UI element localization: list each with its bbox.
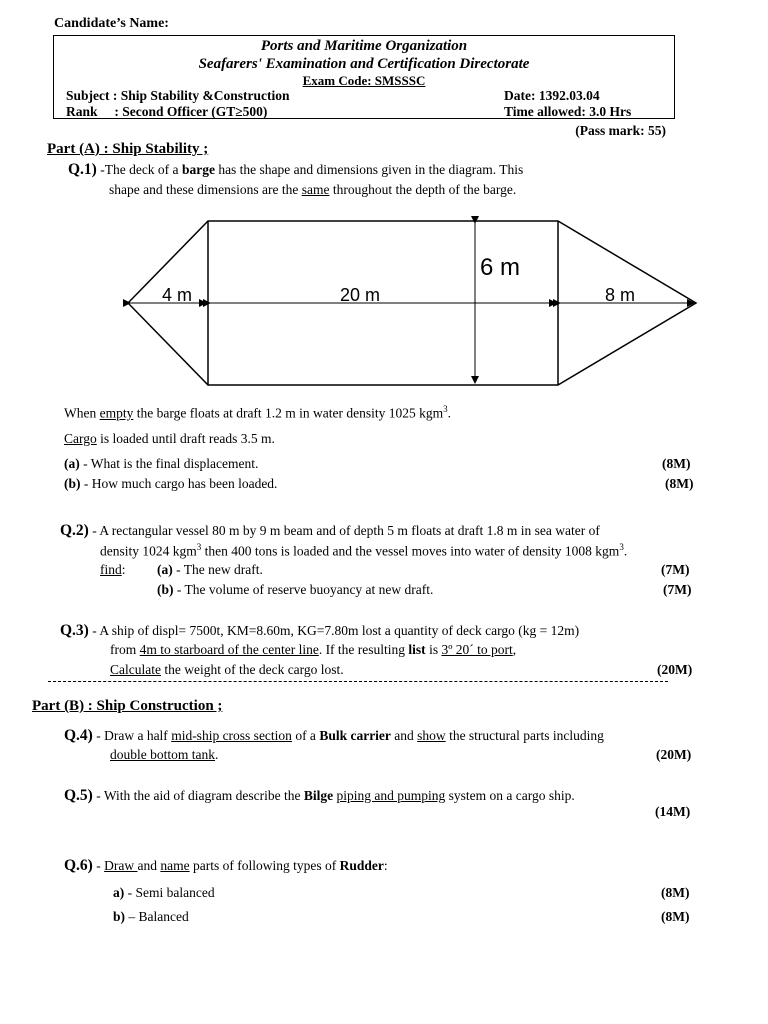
q2-number: Q.2) — [60, 522, 89, 539]
q1-text-b: has the shape and dimensions given in the diagram. This — [214, 162, 524, 177]
candidate-name-label: Candidate’s Name: — [54, 16, 169, 31]
part-b-title-text: Part (B) : Ship Construction ; — [32, 698, 223, 714]
dim-label-20m: 20 m — [339, 285, 381, 305]
q6-and: and — [137, 858, 161, 873]
q4-number: Q.4) — [64, 727, 93, 744]
pass-mark: (Pass mark: 55) — [575, 123, 666, 138]
q1-sup: 3 — [443, 404, 448, 414]
q1-barge: barge — [181, 162, 215, 177]
organization-title: Ports and Maritime Organization — [260, 38, 468, 54]
q1-cargo-text — [64, 431, 275, 447]
q2-sup-2: 3 — [619, 542, 624, 552]
q2-part-b — [157, 582, 433, 598]
dim-label-6m: 6 m — [479, 254, 521, 281]
q1-number: Q.1) — [68, 161, 97, 178]
q1-part-b — [64, 476, 277, 492]
q6-a-label: a) — [113, 885, 125, 900]
q6-line-1 — [64, 857, 388, 875]
q1-part-a — [64, 456, 258, 472]
q6-b-label: b) — [113, 909, 126, 924]
q2-a-text: - The new draft. — [172, 562, 263, 577]
q2-b-label: (b) — [157, 582, 174, 597]
part-a-title-text: Part (A) : Ship Stability ; — [47, 141, 209, 157]
q1-when: When — [64, 405, 100, 421]
part-b-title — [32, 698, 222, 715]
q1-a-mark: (8M) — [662, 456, 691, 471]
q5-number: Q.5) — [64, 787, 93, 804]
q3-line-1 — [60, 622, 579, 640]
exam-code: Exam Code: SMSSSC — [302, 73, 426, 88]
q2-sup-1: 3 — [196, 542, 202, 552]
q1-period: . — [447, 405, 452, 421]
exam-date: Date: 1392.03.04 — [504, 88, 600, 103]
q5-mark: (14M) — [655, 804, 691, 819]
q1-empty-text — [64, 404, 451, 422]
q3-comma: , — [512, 642, 517, 657]
q2-line-1 — [60, 522, 600, 540]
q1-same: same — [301, 182, 330, 197]
q4-bulk-carrier: Bulk carrier — [319, 728, 391, 743]
q3-is: is — [425, 642, 442, 657]
rank-line: Rank : Second Officer (GT≥500) — [66, 104, 268, 119]
q3-resulting: . If the resulting — [318, 642, 409, 657]
q2-find — [100, 562, 126, 578]
q1-line-1 — [68, 161, 523, 179]
q1-a-text: - What is the final displacement. — [79, 456, 259, 471]
q1-text-a: -The deck of a — [96, 162, 182, 177]
barge-deck-diagram — [120, 215, 705, 395]
dim-label-4m: 4 m — [162, 285, 193, 305]
q6-name: name — [160, 858, 190, 873]
exam-header-box — [53, 35, 675, 119]
q6-parts: parts of following types of — [189, 858, 340, 873]
q1-b-text: - How much cargo has been loaded. — [80, 476, 278, 491]
q3-mark: (20M) — [657, 662, 693, 677]
q1-a-label: (a) — [64, 456, 80, 471]
subject-line: Subject : Ship Stability &Construction — [66, 88, 290, 103]
q4-text-a: - Draw a half — [92, 728, 172, 743]
dim-label-8m: 8 m — [604, 285, 636, 305]
q3-port: 3º 20´ to port — [441, 642, 513, 657]
q2-text-a: - A rectangular vessel 80 m by 9 m beam and of depth 5 m floats at draft 1.8 m in sea water of — [88, 523, 600, 538]
q4-line-2 — [110, 747, 218, 763]
q6-colon: : — [383, 858, 388, 873]
q6-a-text: - Semi balanced — [124, 885, 215, 900]
q4-double-bottom: double bottom tank — [110, 747, 215, 762]
q2-find-word: find — [100, 562, 122, 577]
q2-line-2 — [100, 542, 627, 560]
q3-calculate: Calculate — [110, 662, 161, 677]
q4-text-b: the structural parts including — [445, 728, 604, 743]
q1-text-c: shape and these dimensions are the — [109, 182, 302, 197]
q6-b-text: – Balanced — [125, 909, 189, 924]
q3-line-3 — [110, 662, 344, 678]
q6-draw: Draw — [104, 858, 138, 873]
section-divider — [48, 681, 668, 682]
q2-b-text: - The volume of reserve buoyancy at new draft. — [173, 582, 434, 597]
q1-text-d: throughout the depth of the barge. — [329, 182, 517, 197]
q1-b-label: (b) — [64, 476, 81, 491]
part-a-title — [47, 141, 208, 158]
q4-midship: mid-ship cross section — [171, 728, 292, 743]
q4-of-a: of a — [291, 728, 320, 743]
q2-find-colon: : — [121, 562, 126, 577]
q4-period: . — [215, 747, 219, 762]
q5-piping: piping and pumping — [336, 788, 446, 803]
q2-a-label: (a) — [157, 562, 173, 577]
q4-line-1 — [64, 727, 604, 745]
q1-b-mark: (8M) — [665, 476, 694, 491]
q4-show: show — [417, 728, 446, 743]
q6-rudder: Rudder — [339, 858, 384, 873]
q6-dash: - — [92, 858, 105, 873]
q6-a-mark: (8M) — [661, 885, 690, 900]
q3-from: from — [110, 642, 140, 657]
q6-part-a — [113, 885, 215, 901]
q3-list: list — [408, 642, 426, 657]
q2-b-mark: (7M) — [663, 582, 692, 597]
q4-mark: (20M) — [656, 747, 692, 762]
q3-line-2 — [110, 642, 516, 658]
q5-text-b: system on a cargo ship. — [445, 788, 575, 803]
q6-number: Q.6) — [64, 857, 93, 874]
q2-text-c: then 400 tons is loaded and the vessel moves into water of density 1008 kgm — [201, 543, 620, 559]
q6-part-b — [113, 909, 189, 925]
q6-b-mark: (8M) — [661, 909, 690, 924]
q2-period: . — [623, 543, 628, 559]
q5-line-1 — [64, 787, 575, 805]
q4-and: and — [390, 728, 418, 743]
time-allowed: Time allowed: 3.0 Hrs — [504, 104, 632, 119]
q3-text-a: - A ship of displ= 7500t, KM=8.60m, KG=7.80m lost a quantity of deck cargo (kg = 12m) — [88, 623, 580, 638]
q3-number: Q.3) — [60, 622, 89, 639]
q2-a-mark: (7M) — [661, 562, 690, 577]
q1-empty: empty — [99, 405, 134, 421]
q5-text-a: - With the aid of diagram describe the — [92, 788, 304, 803]
q2-part-a — [157, 562, 263, 578]
q1-cargo-rest: is loaded until draft reads 3.5 m. — [96, 431, 275, 446]
q2-text-b: density 1024 kgm — [100, 543, 197, 559]
q1-line-2 — [109, 182, 516, 198]
q3-starboard: 4m to starboard of the center line — [139, 642, 319, 657]
q1-float-text: the barge floats at draft 1.2 m in water density 1025 kgm — [133, 405, 444, 421]
q1-cargo: Cargo — [64, 431, 97, 446]
directorate-title: Seafarers' Examination and Certification Directorate — [198, 56, 530, 72]
q5-bilge: Bilge — [303, 788, 334, 803]
q3-weight: the weight of the deck cargo lost. — [160, 662, 344, 677]
